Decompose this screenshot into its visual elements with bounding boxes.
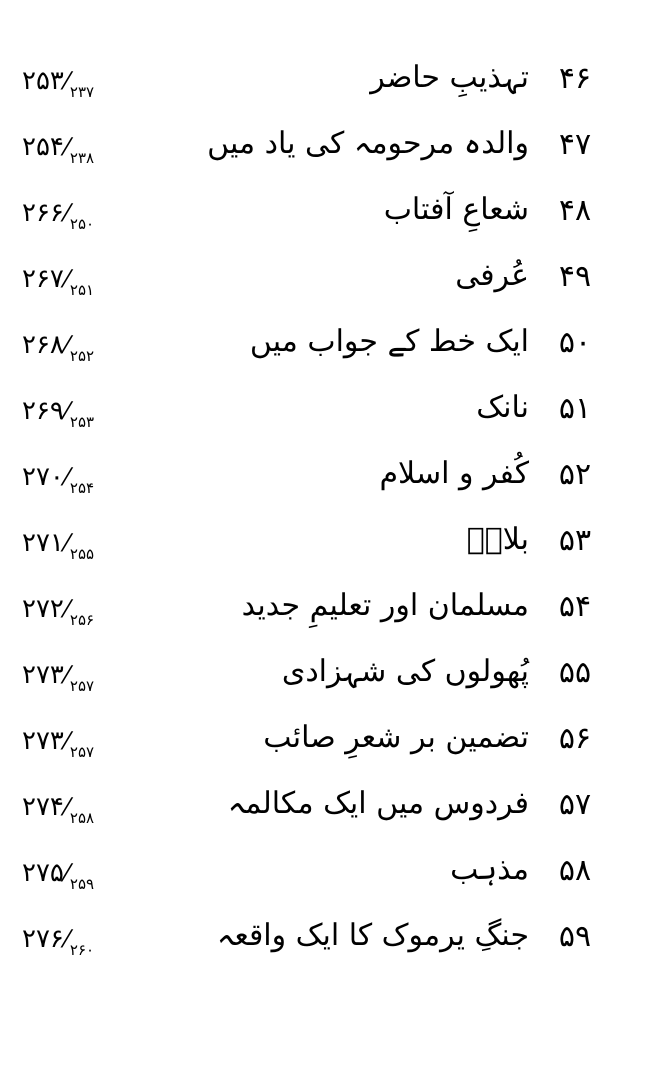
page-number: ۲۷۱ — [22, 528, 64, 558]
toc-entry — [0, 780, 647, 846]
page-number-secondary: ۲۵۰ — [69, 215, 95, 233]
page-number-secondary: ۲۵۳ — [69, 413, 95, 431]
page-separator: ⁄ — [64, 529, 69, 557]
page-number-secondary: ۲۶۰ — [69, 941, 95, 959]
page-number-secondary: ۲۵۸ — [69, 809, 95, 827]
toc-entry — [0, 846, 647, 912]
entry-number: ۵۴ — [558, 589, 592, 624]
page-separator: ⁄ — [64, 133, 69, 161]
page-reference — [22, 462, 142, 497]
toc-entry — [0, 450, 647, 516]
page-separator: ⁄ — [64, 199, 69, 227]
toc-entry — [0, 54, 647, 120]
page-separator: ⁄ — [64, 595, 69, 623]
entry-title: نانک — [476, 390, 529, 425]
entry-number: ۵۲ — [558, 457, 592, 492]
page-reference — [22, 528, 142, 563]
page-number-secondary: ۲۳۸ — [69, 149, 95, 167]
page-number: ۲۷۵ — [22, 858, 64, 888]
page-reference — [22, 132, 142, 167]
entry-number: ۵۹ — [558, 919, 592, 954]
entry-title: جنگِ یرموک کا ایک واقعہ — [216, 918, 529, 953]
entry-title: ایک خط کے جواب میں — [249, 324, 529, 359]
toc-entry — [0, 252, 647, 318]
page-reference — [22, 924, 142, 959]
page-number: ۲۷۲ — [22, 594, 64, 624]
page-reference — [22, 396, 142, 431]
page-reference — [22, 792, 142, 827]
toc-entry — [0, 318, 647, 384]
toc-entry — [0, 648, 647, 714]
entry-number: ۵۶ — [558, 721, 592, 756]
page-separator: ⁄ — [64, 397, 69, 425]
page-reference — [22, 858, 142, 893]
table-of-contents — [0, 54, 647, 978]
entry-title: تہذیبِ حاضر — [370, 60, 529, 95]
page-number: ۲۶۷ — [22, 264, 64, 294]
entry-number: ۵۵ — [558, 655, 592, 690]
page-separator: ⁄ — [64, 793, 69, 821]
page-reference — [22, 66, 142, 101]
page-separator: ⁄ — [64, 859, 69, 887]
page-number: ۲۶۸ — [22, 330, 64, 360]
entry-number: ۴۶ — [558, 61, 592, 96]
entry-number: ۵۳ — [558, 523, 592, 558]
entry-title: عُرفی — [455, 258, 529, 293]
page-separator: ⁄ — [64, 727, 69, 755]
page-number: ۲۶۶ — [22, 198, 64, 228]
entry-number: ۵۱ — [558, 391, 592, 426]
entry-number: ۴۸ — [558, 193, 592, 228]
entry-number: ۵۷ — [558, 787, 592, 822]
page-number-secondary: ۲۵۲ — [69, 347, 95, 365]
entry-number: ۴۹ — [558, 259, 592, 294]
page-number-secondary: ۲۵۹ — [69, 875, 95, 893]
entry-number: ۵۸ — [558, 853, 592, 888]
page-number: ۲۷۰ — [22, 462, 64, 492]
toc-entry — [0, 120, 647, 186]
entry-title: تضمین بر شعرِ صائب — [263, 720, 529, 755]
page-number: ۲۷۶ — [22, 924, 64, 954]
toc-entry — [0, 516, 647, 582]
page-number-secondary: ۲۵۱ — [69, 281, 95, 299]
entry-number: ۵۰ — [558, 325, 592, 360]
page-number: ۲۵۳ — [22, 66, 64, 96]
page-number-secondary: ۲۵۷ — [69, 677, 95, 695]
page-separator: ⁄ — [64, 463, 69, 491]
entry-title: کُفر و اسلام — [379, 456, 529, 491]
page-number: ۲۷۳ — [22, 660, 64, 690]
entry-title: مسلمان اور تعلیمِ جدید — [241, 588, 529, 623]
toc-entry — [0, 186, 647, 252]
toc-entry — [0, 582, 647, 648]
page-number-secondary: ۲۵۶ — [69, 611, 95, 629]
page-reference — [22, 330, 142, 365]
page-separator: ⁄ — [64, 661, 69, 689]
page-number-secondary: ۲۵۷ — [69, 743, 95, 761]
page-separator: ⁄ — [64, 67, 69, 95]
entry-title: پُھولوں کی شہزادی — [281, 654, 529, 689]
page-number: ۲۵۴ — [22, 132, 64, 162]
toc-entry — [0, 714, 647, 780]
page-number: ۲۷۴ — [22, 792, 64, 822]
page-separator: ⁄ — [64, 331, 69, 359]
page-reference — [22, 264, 142, 299]
page-number-secondary: ۲۵۴ — [69, 479, 95, 497]
entry-title: بلالؓ — [466, 522, 529, 557]
toc-entry — [0, 912, 647, 978]
page-number: ۲۷۳ — [22, 726, 64, 756]
page-number: ۲۶۹ — [22, 396, 64, 426]
page-reference — [22, 594, 142, 629]
page-number-secondary: ۲۳۷ — [69, 83, 95, 101]
page-separator: ⁄ — [64, 925, 69, 953]
toc-entry — [0, 384, 647, 450]
page-reference — [22, 660, 142, 695]
entry-title: مذہب — [450, 852, 529, 887]
entry-number: ۴۷ — [558, 127, 592, 162]
entry-title: فردوس میں ایک مکالمہ — [227, 786, 529, 821]
page-reference — [22, 198, 142, 233]
page-reference — [22, 726, 142, 761]
page-separator: ⁄ — [64, 265, 69, 293]
entry-title: والدہ مرحومہ کی یاد میں — [207, 126, 529, 161]
page-number-secondary: ۲۵۵ — [69, 545, 95, 563]
entry-title: شعاعِ آفتاب — [383, 192, 529, 227]
